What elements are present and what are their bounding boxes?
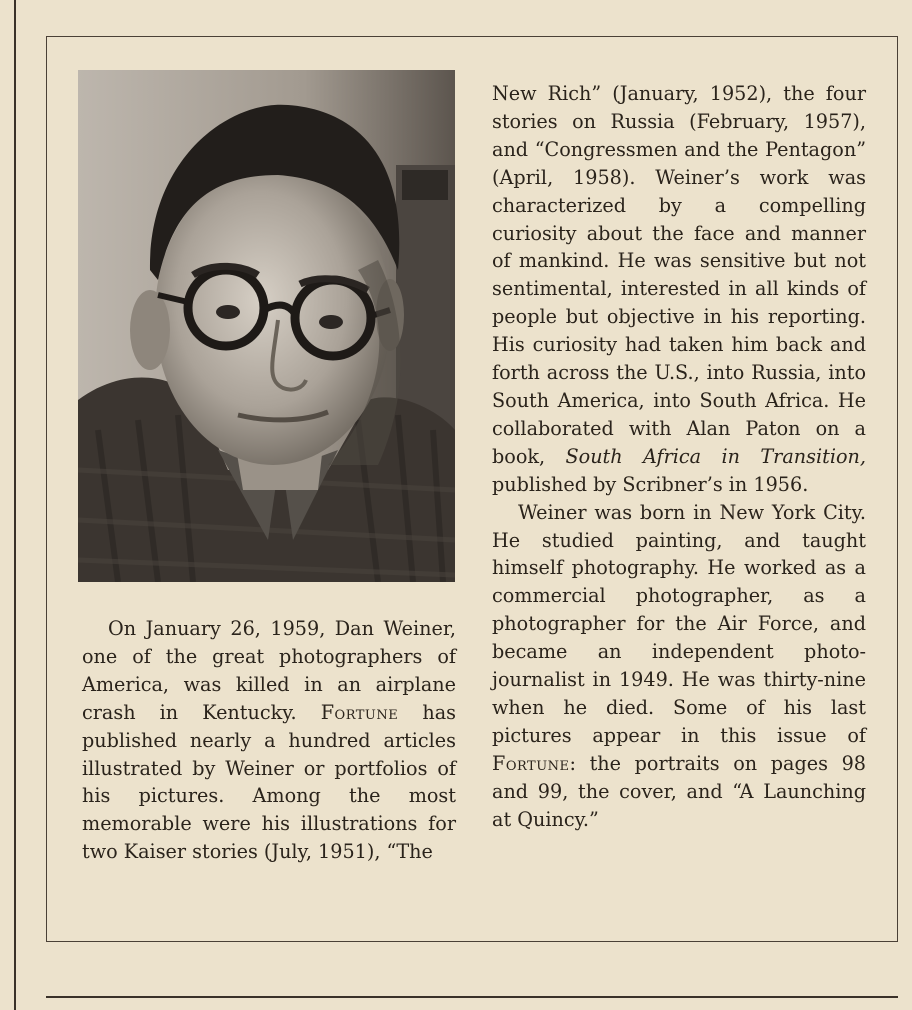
magazine-name: Fortune [320, 700, 399, 724]
paragraph-text: Weiner was born in New York City. He studied painting, and taught himself photography. He worked as a commercial photographer, as a photographer for the Air Force, and became an independent photo-journalist in 1949. He was thirty-nine when he died. Some of his last pictures appear in this issue of [492, 500, 866, 747]
paragraph-text: published by Scribner’s in 1956. [492, 472, 809, 496]
book-title: South Africa in Transition, [565, 444, 866, 468]
bottom-rule [46, 996, 898, 998]
paragraph [492, 80, 866, 499]
article-column-right [492, 80, 866, 833]
portrait-photo [78, 70, 455, 582]
article-column-left [82, 615, 456, 866]
paragraph-text: New Rich” (January, 1952), the four stories on Russia (February, 1957), and “Congressmen and the Pentagon” (April, 1958). Weiner’s work was characterized by a compelling curiosity about the face and manner of mankind. He was sensitive but not sentimental, interested in all kinds of people but objective in his reporting. His curiosity had taken him back and forth across the U.S., into Russia, into South America, into South Africa. He collaborated with Alan Paton on a book, [492, 82, 866, 468]
magazine-name: Fortune [492, 751, 570, 775]
paragraph-text: On January 26, 1959, Dan Weiner, one of the great photographers of America, was killed in an airplane crash in Kentucky. [82, 617, 456, 724]
paragraph [492, 499, 866, 834]
page-edge-rule [14, 0, 16, 1010]
paragraph-text: : the portraits on pages 98 and 99, the cover, and “A Launching at Quincy.” [492, 751, 866, 831]
portrait-illustration [78, 70, 455, 582]
paragraph [82, 615, 456, 866]
paragraph-text: has published nearly a hundred articles illustrated by Weiner or portfolios of his pictures. Among the most memorable were his illustrations for two Kaiser stories (July, 1951), “The [82, 700, 456, 864]
